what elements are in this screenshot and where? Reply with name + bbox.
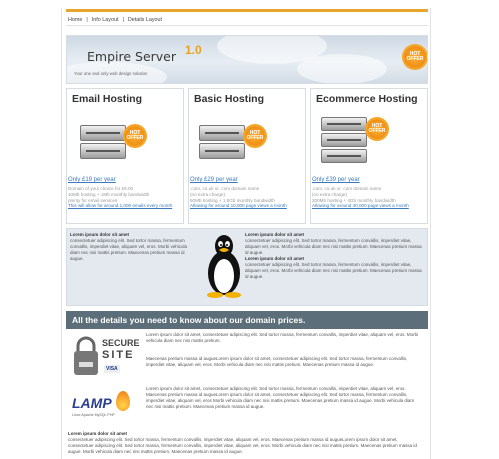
section-heading: All the details you need to know about our domain prices. [66, 311, 428, 329]
cloud-decoration [297, 54, 387, 84]
details-paragraph: Lorem ipsum dolor sit amet, consectetuer adipiscing elit. Sed tortor massa, fermentum convallis, imperdiet vitae, aliquam vel, eros. Morbi vehicula diam nec nisi mattis pretium. [146, 332, 419, 343]
lamp-logo [70, 391, 138, 421]
plan-title: Basic Hosting [194, 93, 265, 105]
plan-price[interactable]: Only £19 per year [68, 177, 116, 183]
nav-details-layout[interactable]: Details Layout [127, 16, 163, 23]
nav-info-layout[interactable]: Info Layout [91, 16, 119, 23]
hot-offer-badge: HOT OFFER [367, 119, 387, 139]
nav-home[interactable]: Home [68, 16, 83, 23]
server-image [199, 143, 245, 159]
plans-row [66, 88, 428, 224]
panel-left-text: Lorem ipsum dolor sit amet consectetuer adipiscing elit. Sed tortor massa, fermentum convallis, imperdiet vitae, aliquam vel, eros. Morbi vehicula diam nec nisi mattis pretium. Maecenas pretium massa id augue. [70, 232, 188, 261]
details-paragraph: Lorem ipsum dolor sit amet, consectetuer adipiscing elit. Sed tortor massa, fermentum convallis, imperdiet vitae, aliquam vel, eros. Maecenas pretium massa id augueLorem ipsum dolor sit amet, consectetuer adipiscing elit. Sed tortor massa, fermentum convallis, imperdiet vitae, aliquam vel, eros Morbi vehicula diam nec nisi mattis pretium. Maecenas pretium massa id augue. Morbi vehicula diam nec nisi mattis pretium. Maecenas pretium massa id augue. [146, 386, 415, 409]
plan-description: Domain of your choice for £9.00 10Mb hosting + 1Mb monthly bandwidth plenty for email services This will allow for around 1,000 emails every month [68, 186, 184, 209]
visa-badge: VISA [106, 366, 118, 372]
plan-card-basic [188, 88, 306, 224]
plan-detail-link[interactable]: Allowing for around 10,000 page views a month [190, 203, 287, 209]
plan-description: .com, co.uk or .com domain name (no extra charge) 50Mb hosting + 1.5Gb monthly bandwidth Allowing for around 10,000 page views a month [190, 186, 306, 209]
secure-site-logo [72, 334, 140, 380]
site-word: SITE [102, 349, 135, 361]
panel-heading: Lorem ipsum dolor sit amet [70, 232, 130, 237]
plan-card-ecommerce [310, 88, 428, 224]
details-paragraph-block: Lorem ipsum dolor sit amet consectetuer adipiscing elit. Sed tortor massa, fermentum convallis, imperdiet vitae, aliquam vel, eros. Maecenas pretium massa id augueLorem ipsum dolor sit amet, consectetuer adipiscing elit. Sed tortor massa, fermentum convallis, imperdiet vitae, aliquam vel, eros. Morbi vehicula diam nec nisi mattis pretium. Maecenas pretium massa id augue. Morbi vehicula diam nec nisi mattis pretium. Maecenas pretium massa id augue. [68, 431, 417, 454]
plan-price[interactable]: Only £29 per year [190, 177, 238, 183]
plan-title: Email Hosting [72, 93, 143, 105]
site-version: 1.0 [185, 43, 202, 57]
lamp-subtitle: Linux Apache MySQL PHP [72, 413, 115, 417]
panel-heading: Lorem ipsum dolor sit amet [245, 232, 305, 237]
info-panel [66, 228, 428, 306]
site-title: Empire Server [87, 49, 177, 64]
panel-right-text: Lorem ipsum dolor sit amet consectetuer adipiscing elit. Sed tortor massa, fermentum convallis, imperdiet vitae, aliquam vel, eros. Morbi vehicula diam nec nisi mattis pretium. Maecenas pretium massa id augue. Lorem ipsum dolor sit amet consectetuer adipiscing elit. Sed tortor massa, fermentum convallis, imperdiet vitae, aliquam vel, eros. Morbi vehicula diam nec nisi mattis pretium. Maecenas pretium massa id augue. [245, 232, 422, 279]
nav-separator: | [86, 16, 88, 23]
nav-separator: | [122, 16, 124, 23]
page [61, 8, 431, 459]
tux-penguin-icon [204, 233, 244, 299]
details-paragraph: Maecenas pretium massa id augueLorem ipsum dolor sit amet, consectetuer adipiscing elit. Sed tortor massa, fermentum convallis, imperdiet vitae, aliquam vel, eros. Morbi vehicula diam nec nisi mattis pretium. Maecenas pretium massa id augue. [146, 356, 408, 367]
paragraph-heading: Lorem ipsum dolor sit amet [68, 431, 128, 436]
top-nav [66, 14, 428, 26]
site-tagline: Your one and only web design solution [74, 71, 148, 76]
panel-heading: Lorem ipsum dolor sit amet [245, 256, 305, 261]
plan-detail-link[interactable]: This will allow for around 1,000 emails every month [68, 203, 173, 209]
server-image [80, 125, 126, 141]
hot-offer-badge: HOT OFFER [125, 126, 145, 146]
flame-icon [116, 391, 130, 411]
plan-card-email [66, 88, 184, 224]
plan-detail-link[interactable]: Allowing for around 40,000 page views a month [312, 203, 409, 209]
server-image [199, 125, 245, 141]
hot-offer-badge: HOT OFFER [404, 46, 426, 68]
lamp-word: LAMP [72, 395, 112, 411]
server-image [321, 133, 367, 147]
plan-description: .com, co.uk or .com domain name (no extra charge) 200Mb hosting + 4Gb monthly bandwidth Allowing for around 40,000 page views a month [312, 186, 428, 209]
site-header [66, 35, 428, 84]
hot-offer-badge: HOT OFFER [245, 126, 265, 146]
secure-word: SECURE [102, 338, 140, 348]
plan-price[interactable]: Only £39 per year [312, 177, 360, 183]
server-image [80, 143, 126, 159]
top-accent-line [66, 9, 428, 12]
server-image [321, 149, 367, 163]
plan-title: Ecommerce Hosting [316, 93, 418, 105]
server-image [321, 117, 367, 131]
